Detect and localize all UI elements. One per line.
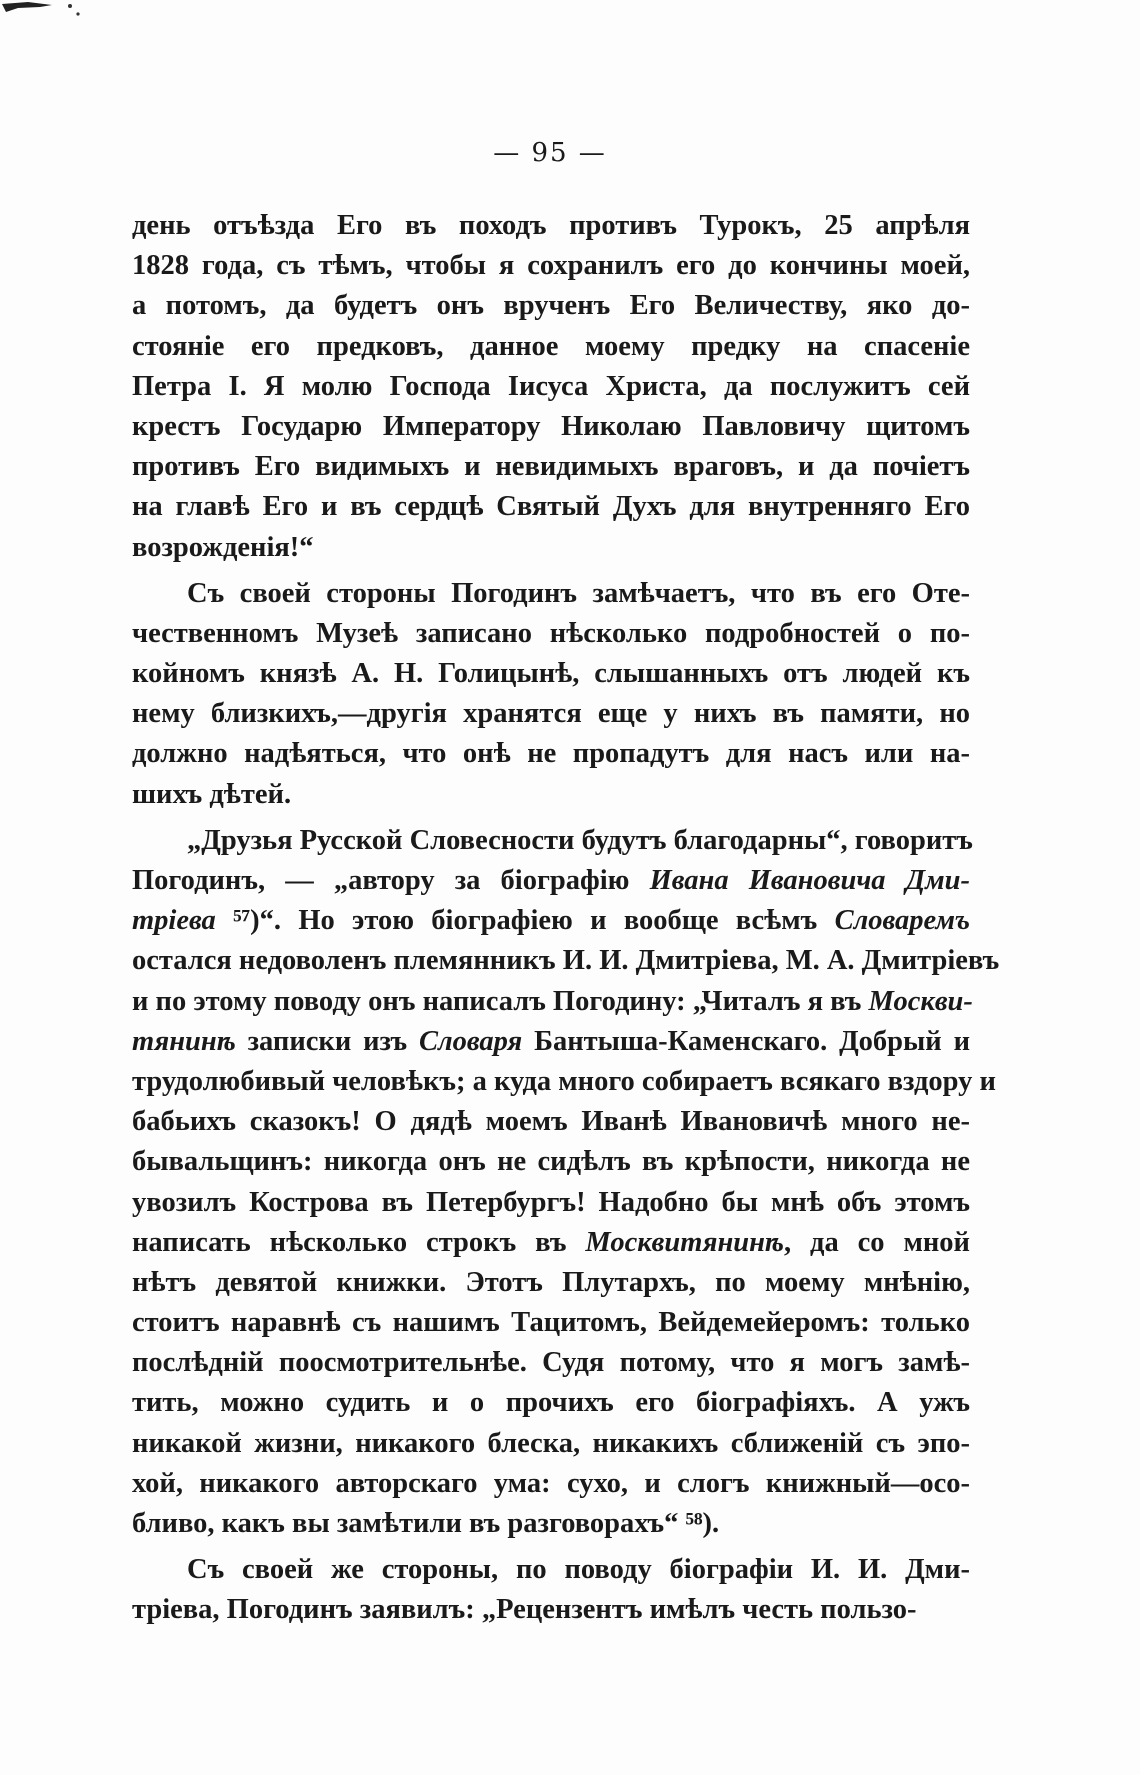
page-number: — 95 — bbox=[493, 138, 607, 168]
text-line bbox=[132, 775, 970, 815]
text-line bbox=[132, 1022, 970, 1062]
text-segment: „Друзья Русской Словесности будутъ благодарны“, говоритъ bbox=[187, 824, 973, 856]
text-segment: и по этому поводу онъ написалъ Погодину: „Читалъ я въ bbox=[132, 985, 869, 1017]
text-segment: бливо, какъ вы замѣтили въ разговорахъ“ ⁵⁸). bbox=[132, 1508, 720, 1539]
print-smudge-mark bbox=[0, 0, 90, 30]
text-segment: бабьихъ сказокъ! О дядѣ моемъ Иванѣ Ивановичѣ много не- bbox=[132, 1106, 970, 1138]
text-segment: на главѣ Его и въ сердцѣ Святый Духъ для внутренняго Его bbox=[132, 491, 970, 523]
text-line bbox=[132, 1142, 970, 1182]
text-segment: ⁵⁷)“. Но этою біографіею и вообще всѣмъ bbox=[215, 905, 835, 937]
text-segment: тріева, Погодинъ заявилъ: „Рецензентъ имѣлъ честь пользо- bbox=[132, 1594, 917, 1626]
italic-text: Ивана Ивановича Дми- bbox=[649, 865, 970, 896]
text-segment: записки изъ bbox=[235, 1025, 419, 1057]
text-line bbox=[132, 367, 970, 407]
text-segment: крестъ Государю Императору Николаю Павловичу щитомъ bbox=[132, 410, 970, 442]
text-line bbox=[132, 246, 970, 286]
text-segment: хой, никакого авторскаго ума: сухо, и слогъ книжный—осо- bbox=[132, 1467, 970, 1499]
text-line bbox=[132, 1424, 970, 1464]
italic-text: тянинѣ bbox=[132, 1025, 236, 1057]
text-line bbox=[132, 982, 973, 1022]
text-segment: чественномъ Музеѣ записано нѣсколько подробностей о по- bbox=[132, 617, 970, 649]
text-segment: противъ Его видимыхъ и невидимыхъ враговъ, и да почіетъ bbox=[132, 451, 970, 483]
text-segment: 1828 года, съ тѣмъ, чтобы я сохранилъ его до кончины моей, bbox=[132, 250, 970, 282]
text-line bbox=[132, 614, 970, 654]
text-segment: бывальщинъ: никогда онъ не сидѣлъ въ крѣпости, никогда не bbox=[132, 1146, 970, 1178]
text-line bbox=[132, 1062, 996, 1102]
text-line bbox=[132, 901, 970, 941]
text-line bbox=[132, 941, 1000, 981]
text-segment: Погодинъ, — „автору за біографію bbox=[132, 865, 650, 896]
italic-text: Словаремъ bbox=[834, 905, 970, 937]
text-segment: написать нѣсколько строкъ въ bbox=[132, 1226, 586, 1258]
text-line bbox=[132, 861, 970, 901]
text-line bbox=[132, 286, 970, 326]
text-segment: Петра I. Я молю Господа Іисуса Христа, да послужитъ сей bbox=[132, 370, 970, 402]
text-line bbox=[132, 821, 973, 861]
text-segment: , да со мной bbox=[783, 1226, 970, 1258]
italic-text: Москви- bbox=[868, 985, 973, 1017]
paragraph bbox=[132, 1550, 970, 1630]
text-segment: а потомъ, да будетъ онъ врученъ Его Величеству, яко до- bbox=[132, 290, 970, 322]
text-line bbox=[132, 1303, 970, 1343]
text-line bbox=[132, 447, 970, 487]
text-line bbox=[132, 1383, 970, 1423]
text-line bbox=[132, 1550, 970, 1590]
text-line bbox=[132, 1590, 970, 1630]
paragraph bbox=[132, 821, 1000, 1544]
text-segment: должно надѣяться, что онѣ не пропадутъ для насъ или на- bbox=[132, 738, 970, 770]
text-line bbox=[132, 1343, 970, 1383]
text-line bbox=[132, 574, 970, 614]
text-segment: послѣдній поосмотрительнѣе. Судя потому, что я могъ замѣ- bbox=[132, 1347, 970, 1379]
text-line bbox=[132, 694, 970, 734]
text-segment: никакой жизни, никакого блеска, никакихъ сближеній съ эпо- bbox=[132, 1427, 970, 1459]
text-segment: шихъ дѣтей. bbox=[132, 778, 292, 810]
paragraph bbox=[132, 206, 970, 568]
text-segment: трудолюбивый человѣкъ; а куда много собираетъ всякаго вздору и bbox=[132, 1065, 996, 1097]
text-line bbox=[132, 734, 970, 774]
text-line bbox=[132, 1183, 970, 1223]
text-segment: нѣтъ девятой книжки. Этотъ Плутархъ, по моему мнѣнію, bbox=[132, 1266, 970, 1298]
text-segment: Съ своей стороны Погодинъ замѣчаетъ, что въ его Оте- bbox=[187, 577, 970, 609]
body-text bbox=[132, 206, 1000, 1631]
text-line bbox=[132, 1223, 970, 1263]
text-line bbox=[132, 1102, 970, 1142]
text-segment: Съ своей же стороны, по поводу біографіи И. И. Дми- bbox=[187, 1554, 970, 1586]
text-segment: остался недоволенъ племянникъ И. И. Дмитріева, М. А. Дмитріевъ bbox=[132, 945, 1000, 977]
text-segment: Бантыша-Каменскаго. Добрый и bbox=[522, 1025, 970, 1057]
text-segment: стоитъ наравнѣ съ нашимъ Тацитомъ, Вейдемейеромъ: только bbox=[132, 1307, 970, 1339]
text-line bbox=[132, 1263, 970, 1303]
italic-text: Москвитянинѣ bbox=[585, 1226, 784, 1258]
text-segment: стояніе его предковъ, данное моему предку на спасеніе bbox=[132, 330, 970, 362]
italic-text: Словаря bbox=[419, 1025, 523, 1057]
text-line bbox=[132, 487, 970, 527]
text-line bbox=[132, 206, 970, 246]
text-line bbox=[132, 528, 970, 568]
text-segment: день отъѣзда Его въ походъ противъ Турокъ, 25 апрѣля bbox=[132, 210, 970, 241]
text-line bbox=[132, 654, 970, 694]
text-line bbox=[132, 407, 970, 447]
text-segment: увозилъ Кострова въ Петербургъ! Надобно бы мнѣ объ этомъ bbox=[132, 1186, 970, 1218]
paragraph bbox=[132, 574, 970, 815]
text-segment: тить, можно судить и о прочихъ его біографіяхъ. А ужъ bbox=[132, 1387, 970, 1419]
text-segment: нему близкихъ,—другія хранятся еще у нихъ въ памяти, но bbox=[132, 698, 970, 730]
text-segment: койномъ князѣ А. Н. Голицынѣ, слышанныхъ отъ людей къ bbox=[132, 658, 970, 690]
text-line bbox=[132, 1504, 970, 1544]
text-segment: возрожденія!“ bbox=[132, 531, 314, 563]
text-line bbox=[132, 327, 970, 367]
text-line bbox=[132, 1464, 970, 1504]
italic-text: тріева bbox=[132, 905, 216, 937]
